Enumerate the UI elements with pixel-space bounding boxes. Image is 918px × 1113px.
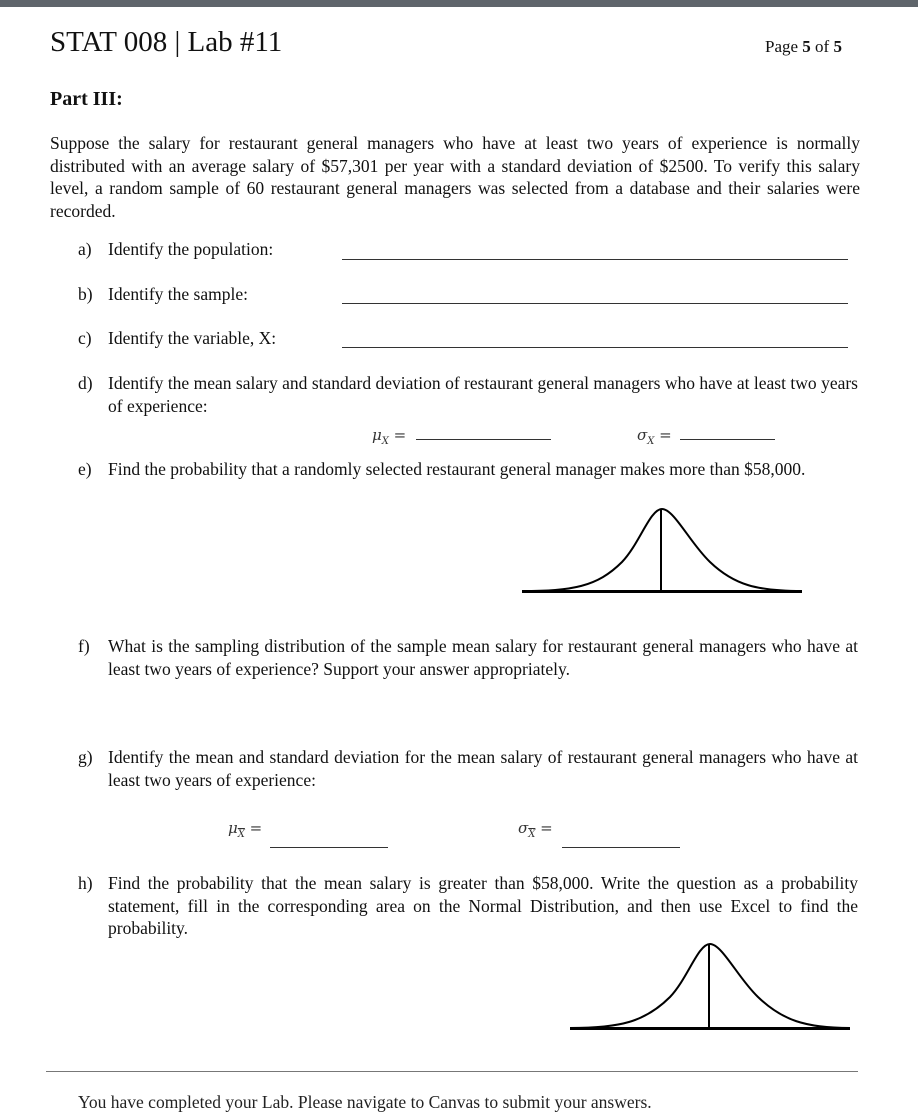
normal-curve-h[interactable] [570, 942, 850, 1032]
question-text: Identify the sample: [108, 284, 248, 304]
question-text: Identify the population: [108, 239, 274, 259]
question-text: Identify the mean and standard deviation for the mean salary of restaurant general managers who have at least two years of experience: [108, 747, 858, 790]
question-text: Find the probability that a randomly selected restaurant general manager makes more than $58,000. [108, 459, 806, 479]
footer-note: You have completed your Lab. Please navigate to Canvas to submit your answers. [78, 1092, 652, 1112]
normal-curve-e[interactable] [522, 507, 802, 597]
question-label: g) [78, 747, 93, 767]
question-b [78, 283, 378, 307]
question-e [78, 458, 858, 504]
page-number: Page 5 of 5 [765, 37, 842, 56]
question-h [78, 872, 858, 940]
sigma-x-symbol: $\sigma_X$ = [637, 426, 672, 447]
question-text: Identify the mean salary and standard deviation of restaurant general managers who have at least two years of experience: [108, 373, 858, 416]
question-label: e) [78, 459, 92, 479]
question-f [78, 635, 858, 681]
question-label: a) [78, 239, 92, 259]
question-a [78, 238, 378, 262]
intro-paragraph: Suppose the salary for restaurant general managers who have at least two years of experience is normally distributed with an average salary of $57,301 per year with a standard deviation of $2500. To verify this salary level, a random sample of 60 restaurant general managers was selected from a database and their salaries were recorded. [50, 133, 860, 221]
question-d [78, 372, 858, 418]
question-label: c) [78, 328, 92, 348]
question-label: b) [78, 284, 93, 304]
question-label: f) [78, 636, 90, 656]
mu-xbar-symbol: $\mu_{\overline{X}}$ = [228, 819, 263, 840]
question-label: h) [78, 873, 93, 893]
top-window-bar [0, 0, 918, 7]
part-title: Part III: [50, 88, 123, 110]
question-g [78, 746, 858, 792]
answer-line-sigma-x[interactable] [680, 439, 775, 440]
mu-x-symbol: $\mu_X$ = [372, 426, 407, 447]
course-title: STAT 008 | Lab #11 [50, 26, 283, 58]
question-text: Find the probability that the mean salary is greater than $58,000. Write the question as a probability statement, fill in the corresponding area on the Normal Distribution, and then use Excel to find the probability. [108, 873, 858, 939]
question-text: What is the sampling distribution of the sample mean salary for restaurant general managers who have at least two years of experience? Support your answer appropriately. [108, 636, 858, 679]
footer-divider [46, 1071, 858, 1072]
question-c [78, 327, 378, 351]
answer-line-mu-x[interactable] [416, 439, 551, 440]
answer-line-sample[interactable] [342, 303, 848, 304]
answer-line-population[interactable] [342, 259, 848, 260]
answer-line-mu-xbar[interactable] [270, 847, 388, 848]
sigma-xbar-symbol: $\sigma_{\overline{X}}$ = [518, 819, 553, 840]
answer-line-sigma-xbar[interactable] [562, 847, 680, 848]
question-label: d) [78, 373, 93, 393]
question-text: Identify the variable, X: [108, 328, 277, 348]
answer-line-variable[interactable] [342, 347, 848, 348]
